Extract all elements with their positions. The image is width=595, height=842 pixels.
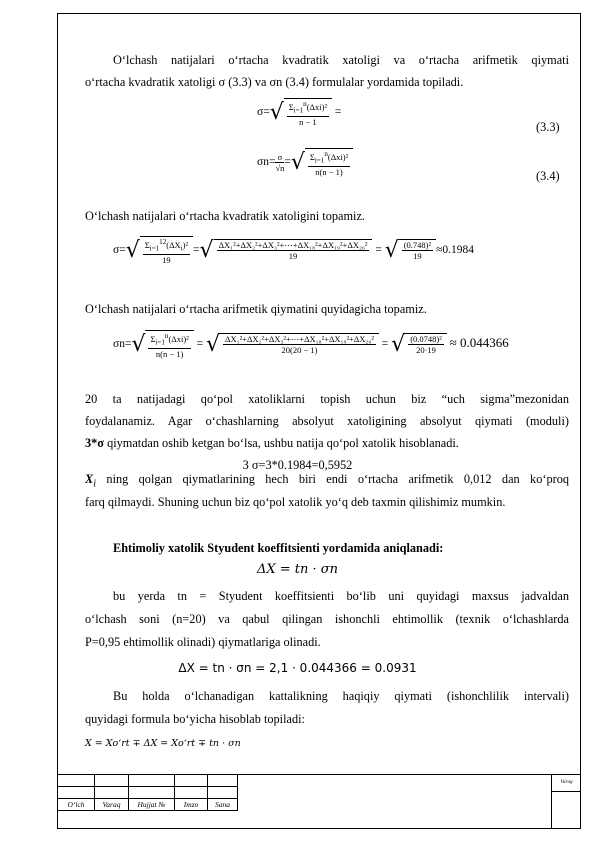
equation-3-3-number: (3.3) [536,120,560,134]
paragraph-1-line-2: o‘rtacha kvadratik xatoligi σ (3.3) va σn (3.4) formulalar yordamida topiladi. [85,75,464,89]
paragraph-6-line-3: P=0,95 ehtimollik olinadi) qiymatlariga olinadi. [85,635,321,649]
title-block [57,774,581,829]
paragraph-5-line-2: farq qilmaydi. Shuning uchun biz qo‘pol xatolik yo‘q deb taxmin qilishimiz mumkin. [85,495,506,509]
equation-3-3-lhs: σ= [257,105,270,118]
equation-3-4-number: (3.4) [536,169,560,183]
sentence-2: O‘lchash natijalari o‘rtacha kvadratik xatoligini topamiz. [85,209,365,223]
equation-3-3: σ=√ $\frac{\Sigma_{i=1}^n(\Delta xi)^2}{n - 1}$ = [257,99,342,127]
equation-sigma-n: σn=√ $\frac{\Sigma_{i=1}^n(\Delta xi)^2}{n(n - 1)}$ = √ $\frac{\text{ΔX₁²+ΔX₂²+ΔX₃²+⋯+ΔX₁₈²+ΔX₁₉²+ΔX₂₀²}}{20(20 - 1)}$ = √ $\frac{\text{(0.0748)²}}{20\cdot 19}$ ≈ 0.044366 [113,331,509,359]
paragraph-6-line-1: bu yerda tn = Styudent koeffitsienti bo‘lib uni quyidagi maxsus jadvaldan [113,589,569,603]
label-olch: O‘lch [58,799,95,811]
three-sigma-value: 3 σ=3*0.1984=0,5952 [242,458,353,472]
paragraph-5-line-1-rest: ning qolgan qiymatlarining hech biri endi o‘rtacha arifmetik 0,012 dan ko‘proq [96,472,569,486]
equation-3-4: σn= $\frac{\sigma}{√n}$ =√ $\frac{\Sigma_{i=1}^n(\Delta xi)^2}{n(n - 1)}$ [257,148,353,177]
equation-sigma: σ=√ $\frac{\Sigma_{i=1}^{12}(\Delta X_i)^2}{19}$ =√ $\frac{\text{ΔX₁²+ΔX₂²+ΔX₃²+⋯+ΔX₁₈²+ΔX₁₉²+ΔX₂₀²}}{19}$ = √ $\frac{\text{(0.748)²}}{19}$ ≈0.1984 [113,237,474,265]
paragraph-4-line-3-rest: qiymatdan oshib ketgan bo‘lsa, ushbu natija qo‘pol xatolik hisoblanadi. [104,436,459,450]
equation-final: X = Xo‘rt ∓ ΔX = Xo‘rt ∓ tn · σn [85,738,241,749]
varaq-label: Varaq [552,774,581,792]
equation-sigma-n-lhs: σn= [113,337,132,350]
varaq-box [551,774,581,829]
paragraph-6-line-2: o‘lchash soni (n=20) va qabul qilingan ishonchli ehtimollik (texnik o‘lchashlarda [85,612,569,626]
section-heading: Ehtimoliy xatolik Styudent koeffitsienti yordamida aniqlanadi: [113,541,444,555]
paragraph-4-line-2: foydalanamiz. Agar o‘chashlarning absolyut xatoligining absolyut qiymati (moduli) [85,414,569,428]
equation-3-4-lhs: σn= [257,155,276,168]
equation-sigma-n-result: ≈ 0.044366 [449,334,509,350]
equation-sigma-result: ≈0.1984 [436,243,474,256]
equation-delta-x: ΔX = tn · σn [256,562,339,577]
label-imzo: Imzo [175,799,208,811]
paragraph-7-line-1: Bu holda o‘lchanadigan kattalikning haqiqiy qiymati (ishonchlilik intervali) [113,689,569,703]
title-block-table [57,774,238,811]
xi-variable: X [85,472,94,486]
paragraph-7-line-2: quyidagi formula bo‘yicha hisoblab topiladi: [85,712,305,726]
sentence-3: O‘lchash natijalari o‘rtacha arifmetik qiymatini quyidagicha topamiz. [85,302,427,316]
three-sigma-bold: 3*σ [85,436,104,450]
label-hujjat: Hujjat № [129,799,175,811]
paragraph-4-line-1: 20 ta natijadagi qo‘pol xatoliklarni topish uchun biz “uch sigma”mezonidan [85,392,569,406]
xi-subscript: i [93,478,97,490]
label-varaq: Varaq [95,799,129,811]
paragraph-4-line-3 [85,433,459,453]
label-sana: Sana [208,799,238,811]
paragraph-5-line-1 [85,469,569,494]
equation-sigma-lhs: σ= [113,243,126,256]
equation-delta-x-value: ΔX = tn · σn = 2,1 · 0.044366 = 0.0931 [178,661,417,675]
paragraph-1-line-1: O‘lchash natijalari o‘rtacha kvadratik xatoligi va o‘rtacha arifmetik qiymati [113,53,569,67]
